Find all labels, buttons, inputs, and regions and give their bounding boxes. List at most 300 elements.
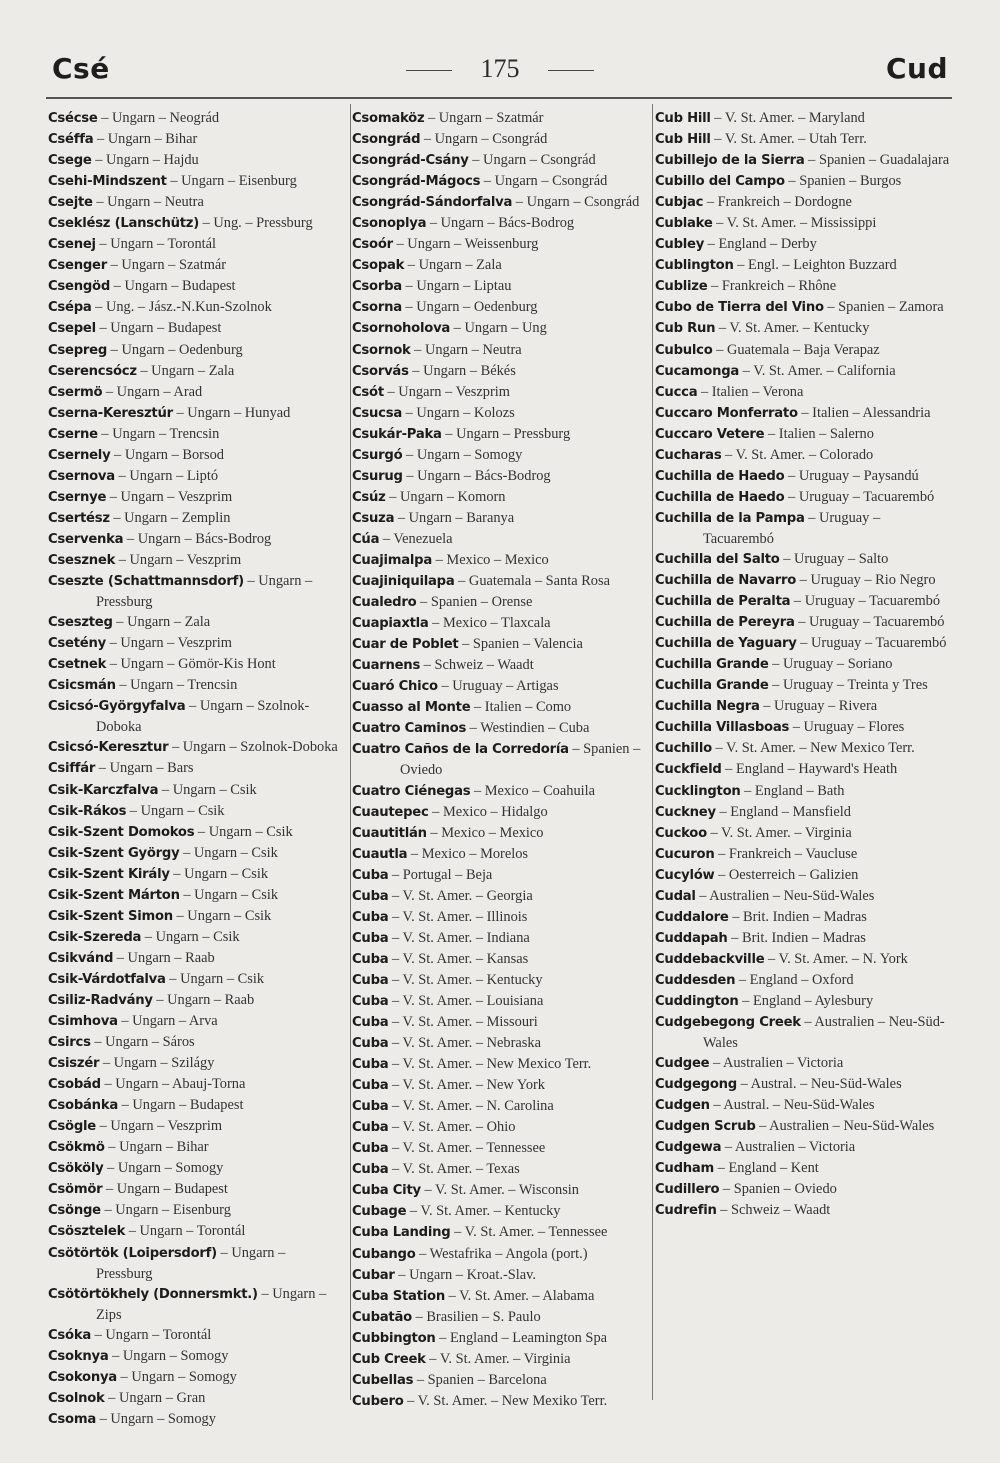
entry-headword: Cserna-Keresztúr — [48, 405, 173, 421]
entry-location: – Schweiz – Waadt — [420, 657, 534, 674]
gazetteer-entry — [48, 550, 343, 571]
entry-headword: Cudgewa — [655, 1140, 722, 1156]
entry-headword: Cublake — [655, 216, 713, 232]
gazetteer-entry — [352, 361, 648, 382]
gazetteer-entry — [48, 1074, 343, 1095]
entry-headword: Cubbington — [352, 1330, 436, 1346]
gazetteer-entry — [352, 276, 648, 297]
entry-location: – Venezuela — [379, 530, 453, 547]
gazetteer-entry — [48, 318, 343, 339]
entry-location: – Uruguay – Tacuarembó — [784, 488, 935, 505]
entry-headword: Cuba — [352, 1036, 389, 1052]
entry-location: – V. St. Amer. – Georgia — [388, 887, 533, 904]
entry-headword: Csertész — [48, 510, 110, 526]
gazetteer-entry — [48, 150, 343, 171]
entry-headword: Cuba Station — [352, 1288, 445, 1304]
gazetteer-entry — [352, 1265, 648, 1286]
gazetteer-entry — [655, 675, 951, 696]
entry-headword: Csejte — [48, 195, 93, 211]
entry-headword: Csege — [48, 153, 92, 169]
gazetteer-entry — [655, 192, 951, 213]
gazetteer-entry — [48, 108, 343, 129]
entry-location: – Schweiz – Waadt — [716, 1202, 831, 1219]
entry-headword: Cuchilla de Pereyra — [655, 615, 795, 631]
entry-headword: Csiliz-Radvány — [48, 992, 153, 1008]
entry-location: – Ungarn – Csik — [158, 781, 257, 798]
running-head-right: Cud — [885, 52, 948, 85]
entry-location: – Ungarn – Raab — [152, 991, 255, 1008]
entry-location: – Uruguay – Flores — [789, 719, 905, 736]
gazetteer-entry — [352, 234, 648, 255]
entry-location: – Mexico – Coahuila — [470, 782, 596, 799]
entry-headword: Csongrád — [352, 132, 421, 148]
column-left — [48, 108, 343, 1430]
entry-location: – Frankreich – Dordogne — [703, 194, 852, 211]
entry-headword: Csetnek — [48, 657, 107, 673]
entry-headword: Cuckoo — [655, 825, 707, 841]
gazetteer-entry — [655, 1200, 951, 1221]
gazetteer-entry — [48, 1367, 343, 1388]
entry-headword: Csepreg — [48, 342, 108, 358]
entry-location: – Ungarn – Veszprim — [115, 551, 242, 568]
entry-location: – Spanien – Valencia — [458, 636, 583, 653]
entry-headword: Csiszér — [48, 1056, 100, 1072]
entry-headword: Csoma — [48, 1411, 96, 1427]
gazetteer-entry — [655, 255, 951, 276]
entry-location: – Ungarn – Csik — [172, 907, 272, 924]
entry-location: – V. St. Amer. – N. Carolina — [388, 1098, 554, 1115]
gazetteer-entry — [48, 213, 343, 234]
entry-headword: Csötörtökhely (Donnersmkt.) — [48, 1286, 258, 1302]
entry-headword: Cubley — [655, 237, 705, 253]
entry-location: – Ungarn – Somogy — [95, 1410, 216, 1427]
entry-location: – Westafrika – Angola (port.) — [415, 1245, 588, 1262]
gazetteer-entry — [655, 1158, 951, 1179]
entry-location: – Ungarn – Békés — [408, 362, 516, 379]
entry-headword: Cuba — [352, 909, 389, 925]
gazetteer-entry — [48, 969, 343, 990]
gazetteer-entry — [655, 991, 951, 1012]
entry-headword: Cuddapah — [655, 930, 728, 946]
entry-location: – Ungarn – Gran — [104, 1389, 206, 1406]
entry-headword: Csögle — [48, 1119, 96, 1135]
gazetteer-entry — [352, 1328, 648, 1349]
entry-headword: Cuba Landing — [352, 1225, 451, 1241]
entry-location: – Ungarn – Csik — [179, 844, 278, 861]
entry-location: – V. St. Amer. – Kentucky — [388, 971, 543, 988]
entry-location: – Australien – Neu-Süd-Wales — [755, 1118, 935, 1135]
entry-headword: Cuccaro Monferrato — [655, 405, 798, 421]
entry-headword: Cuchilla de Haedo — [655, 468, 785, 484]
entry-location: – Ungarn – Neutra — [410, 341, 522, 358]
gazetteer-entry — [48, 1388, 343, 1409]
entry-headword: Cuchilla de Navarro — [655, 573, 797, 589]
gazetteer-entry — [352, 865, 648, 886]
gazetteer-entry — [48, 696, 343, 737]
entry-headword: Cuchilla de Yaguary — [655, 636, 797, 652]
entry-location: – Italien – Verona — [697, 383, 804, 400]
entry-location: – Ungarn – Zala — [112, 614, 211, 631]
entry-headword: Csömör — [48, 1182, 103, 1198]
entry-location: – Spanien – Guadalajara — [804, 152, 950, 169]
entry-headword: Cuddington — [655, 993, 739, 1009]
gazetteer-entry — [352, 297, 648, 318]
entry-location: – Ungarn – Eisenburg — [166, 173, 297, 190]
entry-headword: Csukár-Paka — [352, 426, 442, 442]
gazetteer-entry — [48, 1346, 343, 1367]
entry-headword: Csik-Szent Márton — [48, 887, 180, 903]
entry-location: – Ungarn – Ung — [450, 320, 547, 337]
entry-location: – Guatemala – Baja Verapaz — [712, 341, 880, 358]
entry-location: – Ungarn – Liptau — [401, 278, 512, 295]
gazetteer-entry — [352, 192, 648, 213]
gazetteer-entry — [48, 801, 343, 822]
gazetteer-entry — [48, 927, 343, 948]
entry-location: – V. St. Amer. – Indiana — [388, 929, 530, 946]
entry-headword: Cuautepec — [352, 804, 429, 820]
gazetteer-entry — [48, 758, 343, 779]
entry-headword: Cuba — [352, 1015, 389, 1031]
entry-location: – Uruguay – Salto — [779, 550, 889, 567]
entry-location: – Ungarn – Bars — [95, 760, 194, 777]
gazetteer-entry — [655, 928, 951, 949]
gazetteer-entry — [48, 822, 343, 843]
gazetteer-entry — [48, 1221, 343, 1242]
gazetteer-entry — [352, 424, 648, 445]
entry-headword: Cuckney — [655, 804, 716, 820]
gazetteer-entry — [48, 1116, 343, 1137]
gazetteer-entry — [48, 1053, 343, 1074]
entry-location: – Ungarn – Csongrád — [420, 131, 548, 148]
gazetteer-entry — [655, 108, 951, 129]
entry-location: – Spanien – Burgos — [784, 173, 902, 190]
entry-headword: Csiffár — [48, 761, 96, 777]
entry-headword: Cuddalore — [655, 909, 729, 925]
entry-location: – V. St. Amer. – Alabama — [444, 1287, 595, 1304]
entry-location: – Ungarn – Zemplin — [109, 509, 231, 526]
entry-location: – Ungarn – Raab — [113, 949, 215, 966]
gazetteer-entry — [48, 1409, 343, 1430]
entry-location: – Ungarn – Pressburg — [441, 425, 571, 442]
entry-location: – Ungarn – Somogy — [402, 446, 523, 463]
entry-headword: Csenej — [48, 237, 96, 253]
entry-location: – Ungarn – Liptó — [114, 467, 219, 484]
entry-location: – Ungarn – Baranya — [394, 509, 515, 526]
gazetteer-entry — [352, 781, 648, 802]
entry-location: – Uruguay – Rio Negro — [796, 572, 936, 589]
entry-headword: Cubulco — [655, 342, 713, 358]
gazetteer-entry — [655, 213, 951, 234]
entry-location: – Ungarn – Hunyad — [172, 404, 291, 421]
entry-headword: Cuatro Caños de la Corredoría — [352, 742, 569, 758]
entry-location: – Australien – Neu-Süd-Wales — [703, 1014, 945, 1052]
gazetteer-entry — [48, 1325, 343, 1346]
entry-headword: Csernely — [48, 447, 111, 463]
entry-location: – Uruguay – Tacuarembó — [796, 635, 947, 652]
entry-location: – Ungarn – Abauj-Torna — [100, 1076, 246, 1093]
entry-headword: Cubatão — [352, 1309, 412, 1325]
entry-headword: Cuaró Chico — [352, 679, 438, 695]
gazetteer-entry — [655, 424, 951, 445]
column-right — [652, 104, 951, 1400]
gazetteer-entry — [655, 150, 951, 171]
gazetteer-entry — [352, 1222, 648, 1243]
entry-headword: Cúa — [352, 531, 380, 547]
entry-headword: Csucsa — [352, 405, 402, 421]
entry-headword: Cuba — [352, 972, 389, 988]
entry-location: – Ung. – Pressburg — [199, 215, 313, 232]
entry-headword: Cuba — [352, 1099, 389, 1115]
entry-headword: Cub Creek — [352, 1351, 426, 1367]
entry-location: – Ungarn – Neográd — [97, 110, 220, 126]
entry-location: – V. St. Amer. – Virginia — [425, 1350, 571, 1367]
entry-location: – Spanien – Orense — [416, 594, 533, 611]
gazetteer-entry — [352, 1391, 648, 1412]
gazetteer-entry — [48, 1095, 343, 1116]
page-number: 175 — [400, 54, 600, 84]
gazetteer-entry — [352, 1286, 648, 1307]
gazetteer-entry — [352, 676, 648, 697]
gazetteer-entry — [352, 697, 648, 718]
gazetteer-entry — [352, 550, 648, 571]
gazetteer-entry — [48, 276, 343, 297]
gazetteer-entry — [352, 844, 648, 865]
entry-location: – Ungarn – Budapest — [110, 278, 236, 295]
entry-headword: Csik-Rákos — [48, 803, 127, 819]
entry-location: – Frankreich – Rhône — [707, 278, 837, 295]
gazetteer-entry — [352, 949, 648, 970]
entry-location: – Mexico – Morelos — [407, 845, 529, 862]
entry-headword: Cucharas — [655, 447, 722, 463]
entry-location: – Mexico – Mexico — [426, 824, 544, 841]
gazetteer-entry — [655, 738, 951, 759]
entry-headword: Csobád — [48, 1077, 101, 1093]
entry-location: – V. St. Amer. – Illinois — [388, 908, 528, 925]
entry-location: – England – Oxford — [735, 971, 854, 988]
entry-location: – Uruguay – Tacuarembó — [794, 614, 945, 631]
entry-headword: Csúz — [352, 489, 386, 505]
entry-location: – Ungarn – Neutra — [92, 194, 204, 211]
entry-location: – Ungarn – Budapest — [102, 1181, 228, 1198]
gazetteer-entry — [48, 361, 343, 382]
entry-location: – England – Mansfield — [715, 803, 851, 820]
entry-location: – Portugal – Beja — [388, 866, 493, 883]
gazetteer-entry — [655, 886, 951, 907]
entry-headword: Cudgen Scrub — [655, 1119, 756, 1135]
entry-location: – Ungarn – Csik — [194, 823, 293, 840]
entry-location: – Ungarn – Csik — [126, 802, 225, 819]
entry-headword: Cuchilla Villasboas — [655, 720, 790, 736]
entry-location: – Ungarn – Zala — [136, 362, 235, 379]
entry-location: – V. St. Amer. – Kentucky — [406, 1203, 561, 1220]
entry-headword: Csernye — [48, 489, 107, 505]
gazetteer-entry — [48, 234, 343, 255]
entry-location: – V. St. Amer. – Texas — [388, 1161, 520, 1178]
entry-location: – V. St. Amer. – New Mexiko Terr. — [403, 1392, 608, 1409]
gazetteer-entry — [655, 612, 951, 633]
entry-headword: Cuchilla de Peralta — [655, 594, 791, 610]
entry-headword: Cuba — [352, 1162, 389, 1178]
entry-headword: Cuasso al Monte — [352, 700, 471, 716]
entry-location: – Ungarn – Bihar — [104, 1139, 209, 1156]
entry-headword: Cubjac — [655, 195, 704, 211]
entry-location: – Ungarn – Zips — [96, 1285, 327, 1323]
entry-headword: Cseklész (Lanschütz) — [48, 216, 199, 232]
entry-headword: Cuchilla del Salto — [655, 551, 780, 567]
entry-headword: Cuba — [352, 1141, 389, 1157]
entry-location: – Ungarn – Komorn — [385, 488, 506, 505]
entry-headword: Csóka — [48, 1327, 92, 1343]
entry-location: – Italien – Como — [470, 699, 572, 716]
entry-headword: Csorba — [352, 279, 402, 295]
entry-location: – England – Leamington Spa — [435, 1329, 608, 1346]
gazetteer-entry — [352, 213, 648, 234]
entry-headword: Csik-Várdotfalva — [48, 971, 166, 987]
entry-location: – England – Hayward's Heath — [721, 761, 898, 778]
entry-headword: Cuba — [352, 1078, 389, 1094]
entry-location: – Uruguay – Paysandú — [784, 467, 919, 484]
gazetteer-entry — [48, 297, 343, 318]
gazetteer-entry — [48, 466, 343, 487]
entry-location: – Ungarn – Budapest — [95, 320, 222, 337]
entry-headword: Cuba — [352, 867, 389, 883]
gazetteer-entry — [352, 108, 648, 129]
entry-location: – Ungarn – Csik — [169, 865, 269, 882]
entry-headword: Cuba — [352, 1057, 389, 1073]
gazetteer-entry — [352, 613, 648, 634]
entry-headword: Csik-Szent Domokos — [48, 824, 195, 840]
entry-location: – Italien – Alessandria — [797, 404, 931, 421]
entry-headword: Csokonya — [48, 1369, 117, 1385]
entry-headword: Cub Hill — [655, 111, 711, 126]
entry-headword: Cuba — [352, 930, 389, 946]
entry-headword: Cudgen — [655, 1098, 710, 1114]
gazetteer-entry — [352, 739, 648, 780]
entry-location: – Frankreich – Vaucluse — [714, 845, 858, 862]
entry-headword: Cubillejo de la Sierra — [655, 153, 805, 169]
gazetteer-entry — [655, 949, 951, 970]
entry-location: – V. St. Amer. – New York — [388, 1077, 545, 1094]
entry-headword: Csermö — [48, 384, 103, 400]
entry-location: – Ungarn – Somogy — [108, 1347, 229, 1364]
entry-location: – V. St. Amer. – Kentucky — [715, 320, 870, 337]
entry-headword: Cucklington — [655, 783, 741, 799]
entry-location: – Ungarn – Csik — [179, 886, 279, 903]
entry-location: – Ungarn – Borsod — [110, 446, 224, 463]
gazetteer-entry — [48, 654, 343, 675]
entry-headword: Csongrád-Mágocs — [352, 174, 481, 190]
entry-headword: Cuajimalpa — [352, 552, 433, 568]
gazetteer-entry — [48, 1200, 343, 1221]
gazetteer-entry — [352, 970, 648, 991]
gazetteer-entry — [48, 885, 343, 906]
entry-headword: Cucylów — [655, 867, 715, 883]
entry-headword: Cuba — [352, 1120, 389, 1136]
entry-location: – Ungarn – Csik — [165, 970, 265, 987]
gazetteer-entry — [352, 928, 648, 949]
entry-headword: Csornoholova — [352, 321, 451, 337]
entry-headword: Csépa — [48, 300, 92, 316]
gazetteer-entry — [655, 234, 951, 255]
gazetteer-entry — [352, 403, 648, 424]
entry-location: – V. St. Amer. – Kansas — [388, 950, 529, 967]
gazetteer-entry — [655, 340, 951, 361]
entry-headword: Csepel — [48, 321, 96, 337]
entry-location: – Ungarn – Trencsin — [97, 425, 220, 442]
gazetteer-entry — [655, 823, 951, 844]
entry-location: – Spanien – Oviedo — [400, 741, 641, 779]
entry-headword: Cuddesden — [655, 972, 736, 988]
entry-headword: Csoknya — [48, 1348, 109, 1364]
gazetteer-entry — [352, 1244, 648, 1265]
entry-headword: Csönge — [48, 1203, 101, 1219]
gazetteer-entry — [48, 255, 343, 276]
gazetteer-entry — [655, 591, 951, 612]
gazetteer-entry — [352, 1117, 648, 1138]
entry-headword: Cubero — [352, 1393, 404, 1409]
entry-location: – Ungarn – Csongrád — [480, 173, 608, 190]
entry-headword: Cualedro — [352, 595, 417, 611]
gazetteer-entry — [48, 171, 343, 192]
entry-headword: Cudrefin — [655, 1203, 717, 1219]
entry-headword: Csernova — [48, 468, 115, 484]
entry-location: – Ungarn – Torontál — [95, 236, 217, 253]
entry-headword: Cuccaro Vetere — [655, 426, 765, 442]
entry-location: – Ungarn – Gömör-Kis Hont — [106, 656, 276, 673]
entry-headword: Cucamonga — [655, 363, 740, 379]
entry-location: – V. St. Amer. – New Mexico Terr. — [711, 740, 915, 757]
entry-location: – V. St. Amer. – Virginia — [706, 824, 852, 841]
entry-location: – V. St. Amer. – New Mexico Terr. — [388, 1056, 592, 1073]
entry-location: – Guatemala – Santa Rosa — [454, 573, 610, 590]
entry-location: – Ungarn – Bács-Bodrog — [402, 467, 551, 484]
entry-headword: Cuatro Caminos — [352, 721, 467, 737]
gazetteer-entry — [48, 612, 343, 633]
gazetteer-entry — [48, 382, 343, 403]
entry-headword: Csornok — [352, 342, 411, 358]
entry-location: – Ungarn – Csongrád — [468, 152, 596, 169]
entry-headword: Csesznek — [48, 552, 116, 568]
entry-location: – Brit. Indien – Madras — [727, 929, 866, 946]
entry-headword: Cublize — [655, 279, 708, 295]
entry-location: – Ungarn – Szolnok-Doboka — [96, 698, 310, 736]
entry-location: – Ungarn – Kroat.-Slav. — [394, 1266, 537, 1283]
entry-location: – Ungarn – Csik — [141, 928, 240, 945]
entry-location: – Ungarn – Szilágy — [99, 1055, 215, 1072]
gazetteer-entry — [48, 990, 343, 1011]
gazetteer-entry — [352, 466, 648, 487]
entry-headword: Cudgegong — [655, 1077, 737, 1093]
entry-headword: Csoór — [352, 237, 393, 253]
gazetteer-entry — [352, 318, 648, 339]
gazetteer-entry — [352, 655, 648, 676]
gazetteer-entry — [48, 1158, 343, 1179]
gazetteer-entry — [48, 843, 343, 864]
entry-headword: Cudham — [655, 1161, 715, 1177]
entry-location: – Ungarn – Veszprim — [106, 488, 233, 505]
entry-location: – Ungarn – Bihar — [93, 131, 198, 148]
entry-headword: Cuapiaxtla — [352, 616, 429, 632]
entry-headword: Cuchilla Negra — [655, 699, 760, 715]
gazetteer-entry — [352, 1012, 648, 1033]
gazetteer-entry — [655, 549, 951, 570]
entry-headword: Cudgebegong Creek — [655, 1015, 801, 1031]
entry-location: – England – Derby — [704, 236, 817, 253]
entry-headword: Cserne — [48, 426, 98, 442]
gazetteer-entry — [655, 1012, 951, 1053]
entry-headword: Csurgó — [352, 447, 403, 463]
entry-headword: Cublington — [655, 258, 734, 274]
